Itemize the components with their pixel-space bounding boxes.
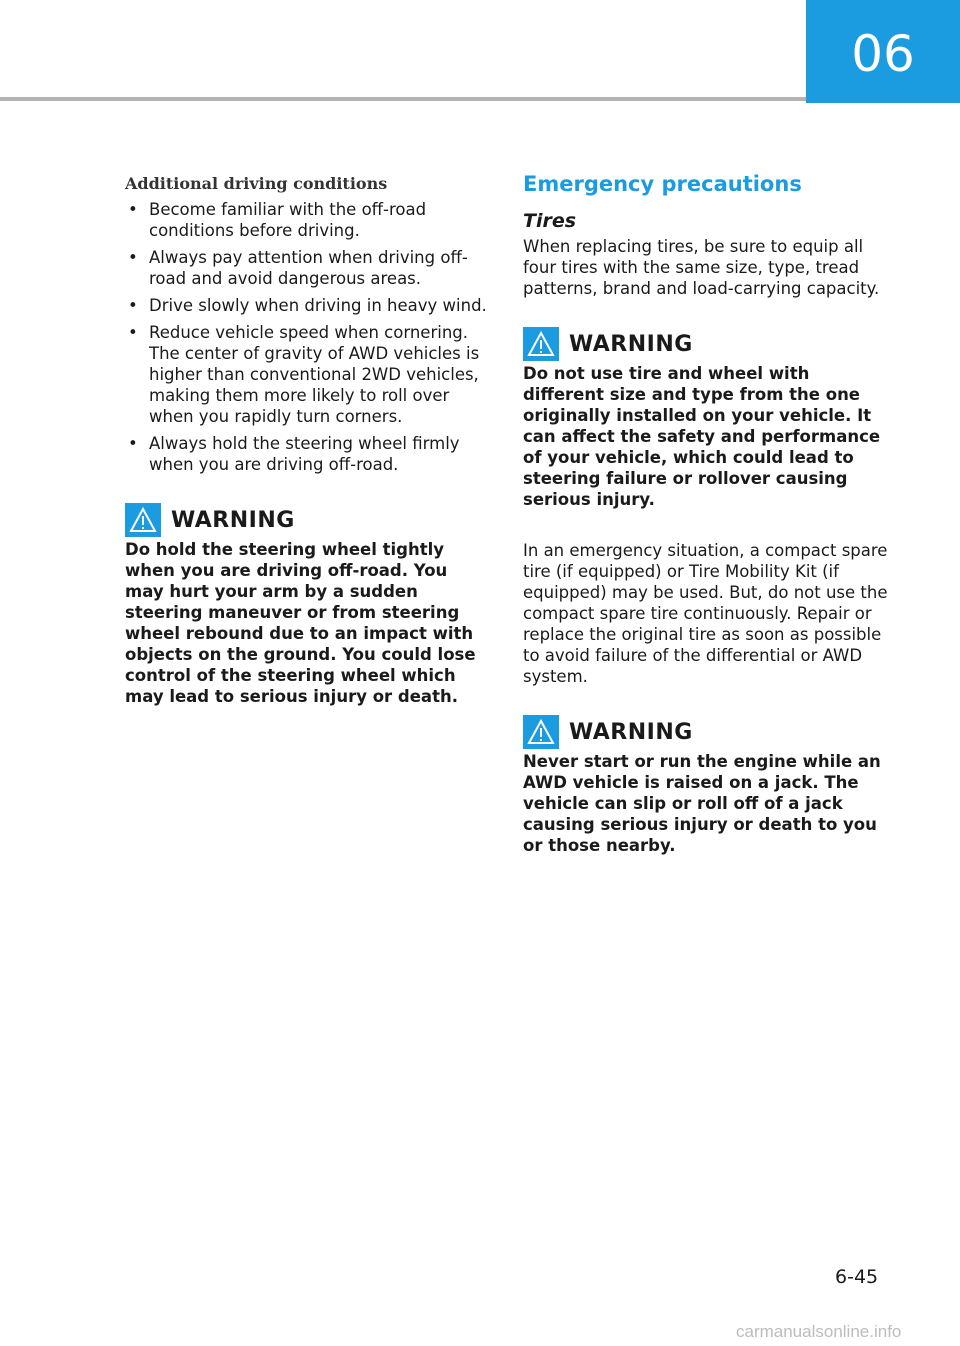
warning-title: WARNING (569, 719, 693, 745)
warning-header (523, 327, 893, 361)
chapter-tab (806, 0, 960, 103)
list-item (125, 322, 490, 427)
driving-conditions-list (125, 199, 490, 475)
list-item-text: Reduce vehicle speed when cornering. The center of gravity of AWD vehicles is higher than conventional 2WD vehicles, making them more likely to roll over when you rapidly turn corners. (149, 323, 480, 426)
page-number: 6-45 (835, 1266, 879, 1288)
warning-text: Do not use tire and wheel with different size and type from the one originally installed on your vehicle. It can affect the safety and performance of your vehicle, which could lead to steering failure or rollover causing serious injury. (523, 364, 881, 509)
additional-driving-conditions-title: Additional driving conditions (125, 174, 388, 193)
warning-text: Never start or run the engine while an AWD vehicle is raised on a jack. The vehicle can slip or roll off of a jack causing serious injury or death to you or those nearby. (523, 752, 881, 855)
bullet: • (128, 248, 138, 267)
list-item-text: Always pay attention when driving off-road and avoid dangerous areas. (149, 248, 468, 288)
bullet: • (128, 434, 138, 453)
steering-warning-box (125, 503, 490, 707)
list-item (125, 199, 490, 241)
watermark: carmanualsonline.info (736, 1322, 902, 1341)
warning-triangle-icon (523, 715, 559, 749)
left-column (125, 172, 490, 707)
warning-triangle-icon (125, 503, 161, 537)
jack-warning-box (523, 715, 893, 856)
list-item (125, 295, 490, 316)
list-item-text: Always hold the steering wheel firmly when you are driving off-road. (149, 434, 460, 474)
tires-paragraph: When replacing tires, be sure to equip all four tires with the same size, type, tread patterns, brand and load-carrying capacity. (523, 237, 880, 298)
list-item-text: Become familiar with the off-road conditions before driving. (149, 200, 427, 240)
warning-text: Do hold the steering wheel tightly when you are driving off-road. You may hurt your arm by a sudden steering maneuver or from steering wheel rebound due to an impact with objects on the ground. You could lose control of the steering wheel which may lead to serious injury or death. (125, 540, 476, 706)
header-rule (0, 97, 806, 101)
tires-subtitle: Tires (523, 210, 577, 232)
list-item-text: Drive slowly when driving in heavy wind. (149, 296, 487, 315)
list-item (125, 433, 490, 475)
emergency-precautions-title: Emergency precautions (523, 172, 802, 196)
emergency-paragraph: In an emergency situation, a compact spare tire (if equipped) or Tire Mobility Kit (if equipped) may be used. But, do not use the compact spare tire continuously. Repair or replace the original tire as soon as possible to avoid failure of the differential or AWD system. (523, 541, 888, 686)
bullet: • (128, 200, 138, 219)
right-column (523, 172, 893, 856)
bullet: • (128, 323, 138, 342)
bullet: • (128, 296, 138, 315)
warning-header (523, 715, 893, 749)
tire-warning-box (523, 327, 893, 510)
warning-triangle-icon (523, 327, 559, 361)
warning-title: WARNING (171, 507, 295, 533)
warning-header (125, 503, 490, 537)
warning-title: WARNING (569, 331, 693, 357)
chapter-number: 06 (851, 24, 915, 83)
list-item (125, 247, 490, 289)
